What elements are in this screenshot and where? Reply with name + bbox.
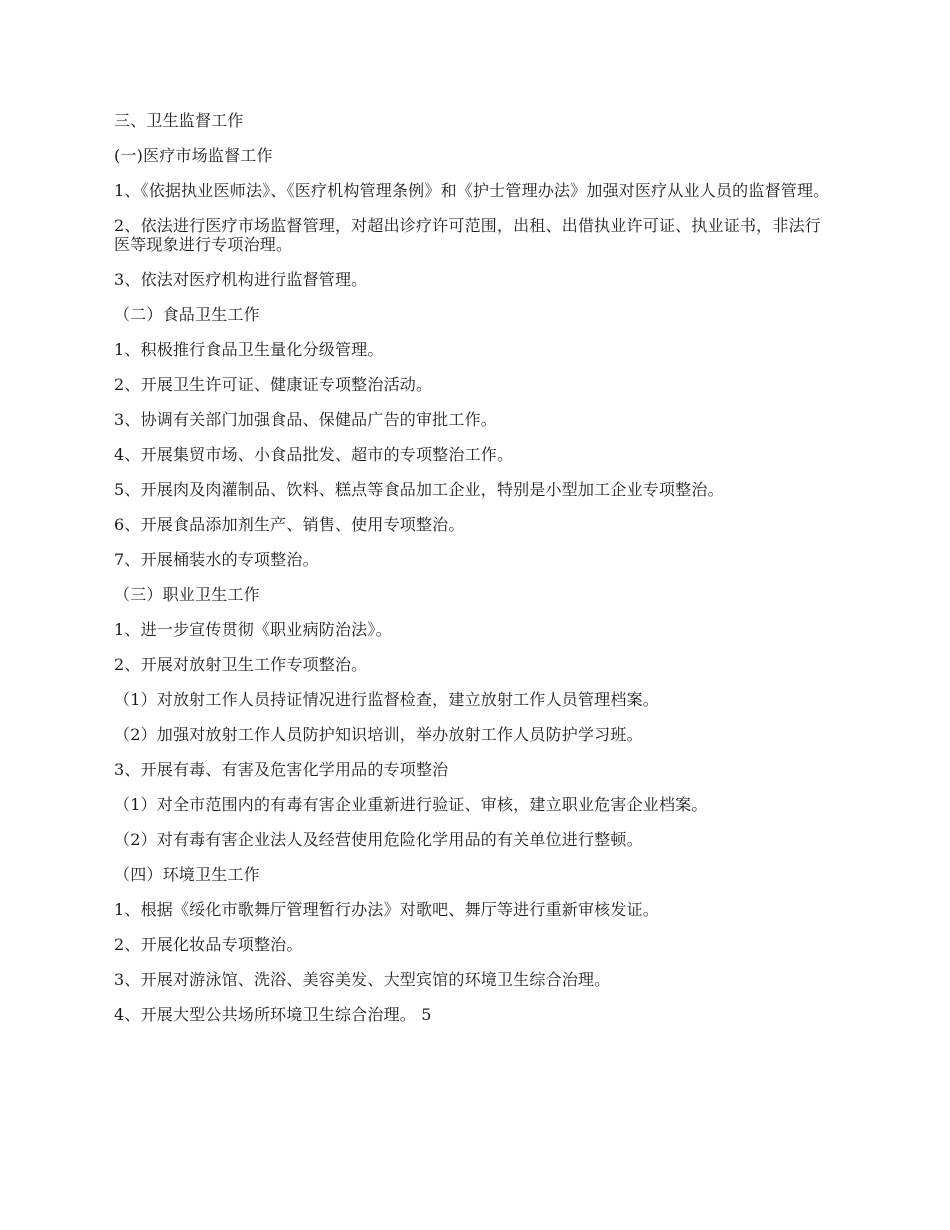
paragraph: 1、根据《绥化市歌舞厅管理暂行办法》对歌吧、舞厅等进行重新审核发证。	[114, 900, 659, 919]
paragraph: 2、开展卫生许可证、健康证专项整治活动。	[114, 375, 433, 394]
paragraph: 5、开展肉及肉灌制品、饮料、糕点等食品加工企业，特别是小型加工企业专项整治。	[114, 480, 724, 499]
paragraph: （2）对有毒有害企业法人及经营使用危险化学用品的有关单位进行整顿。	[114, 830, 643, 849]
paragraph: 7、开展桶装水的专项整治。	[114, 550, 319, 569]
section-heading: 三、卫生监督工作	[114, 111, 244, 130]
paragraph: 1、积极推行食品卫生量化分级管理。	[114, 340, 384, 359]
paragraph: 3、开展有毒、有害及危害化学用品的专项整治	[114, 760, 449, 779]
paragraph: 4、开展大型公共场所环境卫生综合治理。 5	[114, 1005, 432, 1024]
paragraph: 3、开展对游泳馆、洗浴、美容美发、大型宾馆的环境卫生综合治理。	[114, 970, 611, 989]
paragraph: 1、进一步宣传贯彻《职业病防治法》。	[114, 620, 392, 639]
paragraph: 4、开展集贸市场、小食品批发、超市的专项整治工作。	[114, 445, 514, 464]
paragraph: 2、开展对放射卫生工作专项整治。	[114, 655, 368, 674]
paragraph: 2、依法进行医疗市场监督管理，对超出诊疗许可范围，出租、出借执业许可证、执业证书，非法行医等现象进行专项治理。	[114, 216, 821, 254]
subsection-heading: （四）环境卫生工作	[114, 865, 260, 884]
paragraph: 2、开展化妆品专项整治。	[114, 935, 303, 954]
paragraph: 1、《依据执业医师法》、《医疗机构管理条例》和《护士管理办法》加强对医疗从业人员的监督管理。	[114, 181, 830, 200]
subsection-heading: (一)医疗市场监督工作	[114, 146, 273, 165]
paragraph: （1）对放射工作人员持证情况进行监督检查，建立放射工作人员管理档案。	[114, 690, 659, 709]
subsection-heading: （三）职业卫生工作	[114, 585, 260, 604]
paragraph: 3、协调有关部门加强食品、保健品广告的审批工作。	[114, 410, 497, 429]
paragraph: （1）对全市范围内的有毒有害企业重新进行验证、审核，建立职业危害企业档案。	[114, 795, 708, 814]
paragraph: 3、依法对医疗机构进行监督管理。	[114, 270, 368, 289]
paragraph: （2）加强对放射工作人员防护知识培训，举办放射工作人员防护学习班。	[114, 725, 643, 744]
subsection-heading: （二）食品卫生工作	[114, 305, 260, 324]
paragraph: 6、开展食品添加剂生产、销售、使用专项整治。	[114, 515, 465, 534]
